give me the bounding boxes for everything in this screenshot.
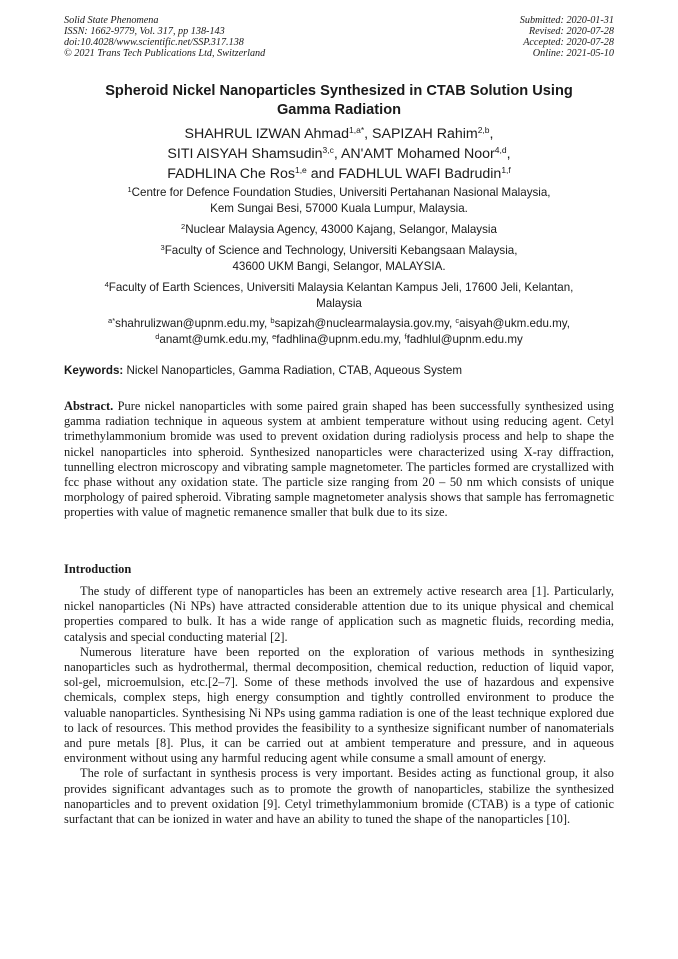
author-name: AN'AMT Mohamed Noor <box>340 146 495 162</box>
keywords <box>64 363 614 378</box>
affiliation-sup: 2 <box>181 222 186 231</box>
email-address: aisyah@ukm.edu.my, <box>459 317 570 330</box>
affiliation-1 <box>64 185 614 216</box>
email-sup: e <box>272 331 277 341</box>
abstract <box>64 399 614 521</box>
author-name: FADHLUL WAFI Badrudin <box>338 166 502 182</box>
affiliation-sup: 4 <box>104 280 109 289</box>
email-address: shahrulizwan@upnm.edu.my, <box>115 317 271 330</box>
revised-date: Revised: 2020-07-28 <box>528 26 614 38</box>
author-sup: 1,f <box>501 165 511 175</box>
email-address: fadhlina@upnm.edu.my, <box>276 332 405 346</box>
email-sup: c <box>455 316 460 325</box>
intro-paragraph-3: The role of surfactant in synthesis process is very important. Besides acting as functional group, it also provides significant advantages such as to promote the growth of nanoparticles, stabilize the synthesized nanoparticles and to prevent oxidation [9]. Cetyl trimethylammonium bromide (CTAB) is a type of cationic surfactant that can be ionized in water and have an ability to tuned the shape of the nanoparticles [10]. <box>64 766 614 827</box>
title-line-2: Gamma Radiation <box>276 102 402 118</box>
online-date: Online: 2021-05-10 <box>532 48 614 60</box>
author-sup: 3,c <box>322 145 334 155</box>
keywords-text: Nickel Nanoparticles, Gamma Radiation, CTAB, Aqueous System <box>123 364 463 377</box>
author-sep: , <box>506 146 511 162</box>
affiliation-text: Faculty of Science and Technology, Universiti Kebangsaan Malaysia, <box>164 244 518 257</box>
abstract-text: Pure nickel nanoparticles with some paired grain shaped has been successfully synthesized using gamma radiation technique in aqueous system at ambient temperature without using reducing agent. Cetyl trimethylammonium bromide was used to prevent oxidation during radiolysis process and help to shape the nickel nanoparticles into spheroid. Synthesized nanoparticles were characterized using X-ray diffraction, tunnelling electron microscopy and vibrating sample magnetometer. The particles formed are crystallized with fcc phase without any oxidation state. The particle size ranging from 20 – 50 nm which consists of unique morphology of paired spheroid. Vibrating sample magnetometer analysis shows that sample has ferromagnetic properties with value of magnetic remanence smaller that bulk due to its size. <box>64 399 614 520</box>
affiliation-2 <box>64 222 614 238</box>
affiliation-4 <box>64 280 614 311</box>
issn-line: ISSN: 1662-9779, Vol. 317, pp 138-143 <box>64 26 225 38</box>
intro-paragraph-2: Numerous literature have been reported on the exploration of various methods in synthesizing nanoparticles such as hydrothermal, thermal decomposition, chemical reduction, reduction of liquid vapor, sol-gel, microemulsion, etc.[2–7]. Some of these methods involved the use of hazardous and expensive chemicals, complex steps, high energy consumption and tightly controlled environment to produce the valuable nanoparticles. Synthesising Ni NPs using gamma radiation is one of the least technique explored due to lack of resources. This method provides the feasibility to a synthesize significant number of nanomaterials and pure metals [8]. Plus, it can be carried out at ambient temperature and pressure, and in aqueous environment without using any harmful reducing agent while consume a small amount of energy. <box>64 644 614 766</box>
journal-header-left <box>64 15 265 59</box>
email-sup: a* <box>108 316 116 325</box>
email-address: anamt@umk.edu.my, <box>159 332 273 346</box>
affiliation-text: Faculty of Earth Sciences, Universiti Malaysia Kelantan Kampus Jeli, 17600 Jeli, Kelantan, <box>108 281 574 294</box>
affiliation-sup: 3 <box>160 243 165 252</box>
author-name: SHAHRUL IZWAN Ahmad <box>184 126 350 142</box>
author-list <box>64 124 614 184</box>
author-line-3 <box>64 164 614 184</box>
affiliation-text: Nuclear Malaysia Agency, 43000 Kajang, Selangor, Malaysia <box>185 223 497 236</box>
accepted-date: Accepted: 2020-07-28 <box>523 37 614 49</box>
paper-title <box>64 82 614 120</box>
author-line-2 <box>64 144 614 164</box>
author-name: SITI AISYAH Shamsudin <box>167 146 323 162</box>
email-address: sapizah@nuclearmalaysia.gov.my, <box>274 317 456 330</box>
author-sep: , <box>364 126 373 142</box>
author-sup: 4,d <box>494 145 507 155</box>
affiliation-3 <box>64 243 614 274</box>
email-address: fadhlul@upnm.edu.my <box>406 332 523 346</box>
author-sep: and <box>306 166 339 182</box>
email-list <box>64 316 614 347</box>
copyright-line: © 2021 Trans Tech Publications Ltd, Switzerland <box>64 48 266 60</box>
email-sup: f <box>404 331 407 341</box>
author-sup: 1,a* <box>349 125 365 135</box>
keywords-label: Keywords: <box>64 364 124 377</box>
affiliation-text: 43600 UKM Bangi, Selangor, MALAYSIA. <box>232 259 446 273</box>
journal-name: Solid State Phenomena <box>64 15 159 26</box>
email-sup: b <box>270 316 275 325</box>
affiliation-sup: 1 <box>127 185 132 194</box>
author-line-1 <box>64 124 614 144</box>
journal-header-right <box>520 15 614 59</box>
doi-line: doi:10.4028/www.scientific.net/SSP.317.138 <box>64 37 244 49</box>
title-line-1: Spheroid Nickel Nanoparticles Synthesized in CTAB Solution Using <box>105 83 573 99</box>
author-sup: 2,b <box>477 125 490 135</box>
author-name: SAPIZAH Rahim <box>372 126 478 142</box>
affiliation-text: Centre for Defence Foundation Studies, Universiti Pertahanan Nasional Malaysia, <box>131 186 551 199</box>
affiliation-text: Malaysia <box>316 296 362 310</box>
author-name: FADHLINA Che Ros <box>167 166 295 182</box>
introduction-heading: Introduction <box>64 562 132 576</box>
author-sep: , <box>333 146 341 162</box>
submitted-date: Submitted: 2020-01-31 <box>519 15 614 26</box>
author-sep: , <box>489 126 494 142</box>
intro-paragraph-1: The study of different type of nanoparticles has been an extremely active research area [1]. Particularly, nickel nanoparticles (Ni NPs) have attracted considerable attention due to its unique physical and chemical properties compared to bulk. It has a wide range of application such as magnetic fluids, recording media, catalysis and special conducting material [2]. <box>64 584 614 644</box>
abstract-label: Abstract. <box>64 399 114 413</box>
affiliation-text: Kem Sungai Besi, 57000 Kuala Lumpur, Malaysia. <box>210 201 468 215</box>
introduction-body <box>64 584 614 827</box>
author-sup: 1,e <box>294 165 307 175</box>
email-sup: d <box>155 331 160 341</box>
